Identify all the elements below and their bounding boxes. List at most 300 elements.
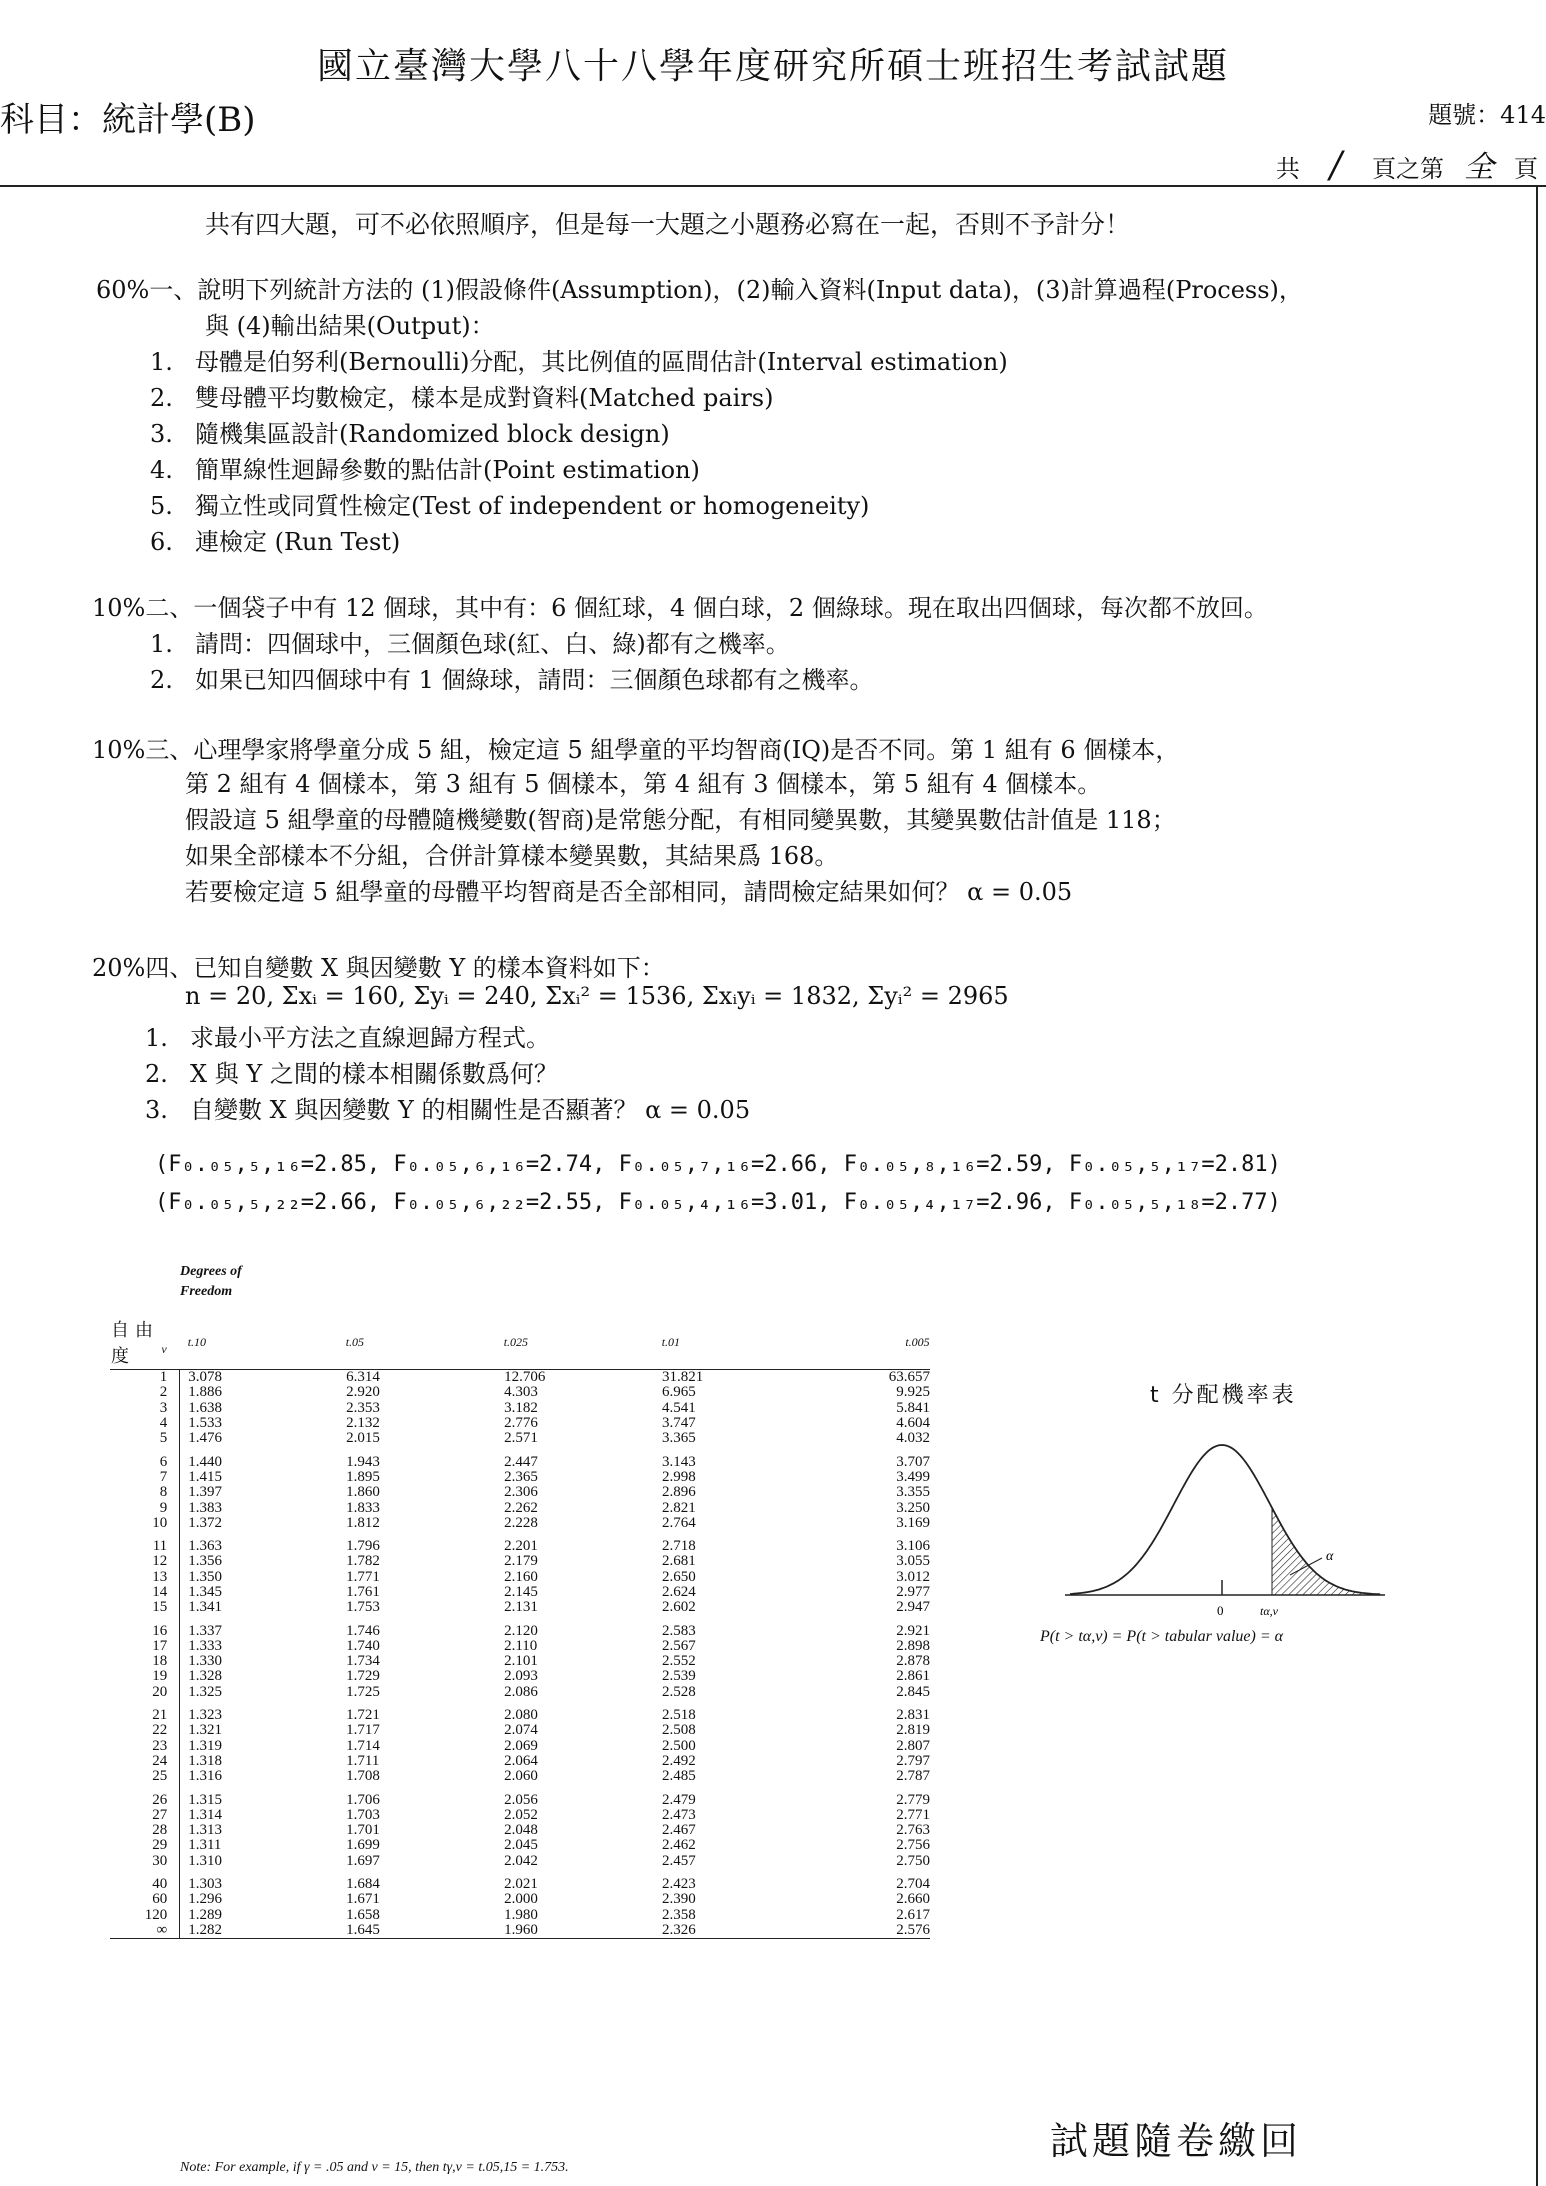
value-cell: 1.363 [188,1538,222,1555]
value-cell: 4.604 [896,1415,930,1432]
value-cell: 1.310 [188,1852,222,1869]
value-cell: 3.365 [662,1430,696,1447]
value-cell: 1.734 [346,1653,380,1670]
value-cell: 1.311 [188,1837,222,1854]
table-row [110,1808,930,1823]
value-cell: 2.797 [896,1752,930,1769]
q4-item-2-number: 2. [145,1060,168,1088]
table-row [110,1854,930,1869]
pages-current: 全 [1464,150,1494,185]
value-cell: 1.372 [188,1514,222,1531]
value-cell: 31.821 [662,1369,704,1386]
dof-cell: 22 [110,1723,180,1738]
value-cell: 1.703 [346,1806,380,1823]
value-cell: 2.756 [896,1837,930,1854]
value-cell: 1.319 [188,1737,222,1754]
q3-line5: 若要檢定這 5 組學童的母體平均智商是否全部相同，請問檢定結果如何？ α = 0.05 [185,878,1073,906]
value-cell: 2.358 [662,1906,696,1923]
value-cell: 2.977 [896,1584,930,1600]
value-cell: 1.356 [188,1553,222,1570]
value-cell: 1.645 [338,1923,496,1939]
dof-cell: 1 [110,1370,180,1386]
table-row [110,1570,930,1585]
value-cell: 2.552 [662,1653,696,1670]
q1-item-4-text: 簡單線性迴歸參數的點估計(Point estimation) [195,456,700,484]
value-cell: 3.499 [896,1468,930,1485]
value-cell: 3.078 [188,1369,222,1386]
value-cell: 2.779 [896,1791,930,1808]
value-cell: 1.325 [188,1683,222,1700]
q3-line1: 10%三、心理學家將學童分成 5 組，檢定這 5 組學童的平均智商(IQ)是否不同。第 1 組有 6 個樣本， [92,736,1180,764]
dof-cell: 3 [110,1401,180,1416]
value-cell: 2.831 [896,1707,930,1724]
table-row [110,1370,930,1386]
value-cell: 1.296 [188,1891,222,1908]
dof-cell: 19 [110,1669,180,1684]
value-cell: 12.706 [504,1369,546,1386]
f-values-line1: (F₀.₀₅,₅,₁₆=2.85, F₀.₀₅,₆,₁₆=2.74, F₀.₀₅,₇,₁₆=2.66, F₀.₀₅,₈,₁₆=2.59, F₀.₀₅,₅,₁₇=2.81) [155,1152,1281,1177]
q1-item-1-text: 母體是伯努利(Bernoulli)分配，其比例值的區間估計(Interval estimation) [195,348,1008,376]
q1-item-1-number: 1. [150,348,173,376]
value-cell: 1.721 [346,1707,380,1724]
value-cell: 2.602 [662,1599,696,1616]
q1-item-3-text: 隨機集區設計(Randomized block design) [195,420,670,448]
t-table-header [110,1315,930,1370]
value-cell: 1.323 [188,1707,222,1724]
value-cell: 2.896 [662,1484,696,1501]
value-cell: 2.567 [662,1637,696,1654]
value-cell: 2.048 [504,1822,538,1839]
value-cell: 2.750 [896,1852,930,1869]
value-cell: 4.032 [896,1430,930,1447]
dof-cell: 60 [110,1892,180,1907]
q3-line4: 如果全部樣本不分組，合併計算樣本變異數，其結果爲 168。 [185,842,839,870]
page-count [1276,142,1538,186]
q1-item-4-number: 4. [150,456,173,484]
value-cell: 2.508 [662,1722,696,1739]
table-row [110,1823,930,1838]
value-cell: 2.771 [896,1806,930,1823]
value-cell: 1.328 [188,1668,222,1685]
value-cell: 1.415 [188,1468,222,1485]
dof-cell: 27 [110,1808,180,1823]
value-cell: 2.093 [504,1668,538,1685]
value-cell: 2.326 [654,1923,812,1939]
value-cell: 2.920 [346,1384,380,1401]
subject-label: 科目：統計學(B) [0,100,256,140]
q1-item-2 [150,378,773,413]
q1-line1: 60%一、說明下列統計方法的 (1)假設條件(Assumption)，(2)輸入資料(Input data)，(3)計算過程(Process)， [96,276,1303,304]
dof-cell: 8 [110,1485,180,1500]
table-row [110,1654,930,1669]
table-row [110,1401,930,1416]
t-dist-title: t 分配機率表 [1150,1383,1297,1408]
q1-item-3-number: 3. [150,420,173,448]
value-cell: 2.145 [504,1584,538,1600]
t-dist-caption: P(t > tα,ν) = P(t > tabular value) = α [1040,1628,1284,1645]
table-row [110,1908,930,1923]
value-cell: 2.947 [896,1599,930,1616]
nu-label: ν [161,1342,167,1356]
dof-cell: 2 [110,1385,180,1400]
table-row [110,1923,930,1939]
q4-item-2-text: X 與 Y 之間的樣本相關係數爲何？ [190,1060,558,1088]
value-cell: 1.886 [188,1384,222,1401]
value-cell: 1.345 [188,1584,222,1600]
value-cell: 2.539 [662,1668,696,1685]
table-row [110,1485,930,1500]
table-row [110,1516,930,1531]
value-cell: 2.500 [662,1737,696,1754]
dof-label-en: Degrees of Freedom [180,1264,242,1299]
value-cell: 2.120 [504,1622,538,1639]
value-cell: 1.337 [188,1622,222,1639]
value-cell: 2.787 [896,1768,930,1785]
table-row [110,1431,930,1446]
value-cell: 63.657 [888,1369,930,1386]
q4-item-1-number: 1. [145,1024,168,1052]
value-cell: 1.796 [346,1538,380,1555]
value-cell: 1.740 [346,1637,380,1654]
value-cell: 1.350 [188,1568,222,1585]
value-cell: 1.782 [346,1553,380,1570]
dof-cell: 13 [110,1570,180,1585]
value-cell: 2.624 [662,1584,696,1600]
table-row [110,1784,930,1807]
q4-item-1 [145,1018,550,1053]
table-row [110,1639,930,1654]
value-cell: 2.042 [504,1852,538,1869]
value-cell: 3.106 [896,1538,930,1555]
dof-cell: 40 [110,1869,180,1892]
q1-item-6 [150,522,400,557]
value-cell: 2.110 [504,1637,538,1654]
value-cell: 1.684 [346,1876,380,1893]
value-cell: 2.074 [504,1722,538,1739]
value-cell: 3.707 [896,1453,930,1470]
value-cell: 1.321 [188,1722,222,1739]
value-cell: 3.355 [896,1484,930,1501]
value-cell: 1.333 [188,1637,222,1654]
q1-item-1 [150,342,1008,377]
value-cell: 9.925 [896,1384,930,1401]
q2-item-1 [150,624,790,659]
table-row [110,1838,930,1853]
q4-item-3-text: 自變數 X 與因變數 Y 的相關性是否顯著？ α = 0.05 [190,1096,751,1124]
table-row [110,1892,930,1907]
pages-end: 頁 [1514,155,1538,183]
value-cell: 1.658 [346,1906,380,1923]
q4-item-3 [145,1090,750,1125]
value-cell: 1.282 [180,1923,338,1939]
table-row [110,1385,930,1400]
table-row [110,1554,930,1569]
value-cell: 2.201 [504,1538,538,1555]
q2-line1: 10%二、一個袋子中有 12 個球，其中有：6 個紅球，4 個白球，2 個綠球。現在取出四個球，每次都不放回。 [92,594,1268,622]
value-cell: 1.440 [188,1453,222,1470]
value-cell: 2.423 [662,1876,696,1893]
value-cell: 2.583 [662,1622,696,1639]
value-cell: 2.479 [662,1791,696,1808]
value-cell: 1.318 [188,1752,222,1769]
value-cell: 2.704 [896,1876,930,1893]
table-note: Note: For example, if γ = .05 and ν = 15, then tγ,ν = t.05,15 = 1.753. [180,2160,569,2175]
q1-item-2-text: 雙母體平均數檢定，樣本是成對資料(Matched pairs) [195,384,774,412]
dof-cell: 11 [110,1531,180,1554]
dof-cell: 26 [110,1784,180,1807]
value-cell: 3.055 [896,1553,930,1570]
value-cell: 1.476 [188,1430,222,1447]
t-critical-label: tα,ν [1260,1604,1278,1618]
value-cell: 2.492 [662,1752,696,1769]
dof-cell: 18 [110,1654,180,1669]
value-cell: 3.250 [896,1499,930,1516]
value-cell: 1.330 [188,1653,222,1670]
value-cell: 4.303 [504,1384,538,1401]
value-cell: 1.701 [346,1822,380,1839]
table-row [110,1685,930,1700]
value-cell: 2.015 [346,1430,380,1447]
value-cell: 2.821 [662,1499,696,1516]
question-number: 題號：414 [1428,101,1546,129]
table-row [110,1600,930,1615]
dof-cell: 14 [110,1585,180,1600]
table-row [110,1739,930,1754]
value-cell: 2.878 [896,1653,930,1670]
q4-item-2 [145,1054,558,1089]
dof-cell: 17 [110,1639,180,1654]
value-cell: 1.316 [188,1768,222,1785]
dof-cell: 5 [110,1431,180,1446]
value-cell: 1.714 [346,1737,380,1754]
value-cell: 6.314 [346,1369,380,1386]
value-cell: 3.747 [662,1415,696,1432]
value-cell: 1.711 [346,1752,380,1769]
value-cell: 1.895 [346,1468,380,1485]
dof-cell: 29 [110,1838,180,1853]
value-cell: 2.776 [504,1415,538,1432]
value-cell: 2.060 [504,1768,538,1785]
q4-item-1-text: 求最小平方法之直線迴歸方程式。 [190,1024,550,1052]
value-cell: 2.485 [662,1768,696,1785]
value-cell: 2.467 [662,1822,696,1839]
t-distribution-table [110,1315,930,1939]
value-cell: 1.717 [346,1722,380,1739]
f-values-line2: (F₀.₀₅,₅,₂₂=2.66, F₀.₀₅,₆,₂₂=2.55, F₀.₀₅,₄,₁₆=3.01, F₀.₀₅,₄,₁₇=2.96, F₀.₀₅,₅,₁₈=2.77) [155,1190,1281,1215]
q1-line2: 與 (4)輸出結果(Output)： [205,312,495,340]
dof-cell: 9 [110,1500,180,1515]
dof-cell: 25 [110,1769,180,1784]
value-cell: 2.160 [504,1568,538,1585]
value-cell: 2.718 [662,1538,696,1555]
table-row [110,1869,930,1892]
value-cell: 4.541 [662,1399,696,1416]
value-cell: 2.086 [504,1683,538,1700]
q1-item-5-text: 獨立性或同質性檢定(Test of independent or homogeneity) [195,492,870,520]
value-cell: 2.807 [896,1737,930,1754]
q4-item-3-number: 3. [145,1096,168,1124]
value-cell: 2.650 [662,1568,696,1585]
value-cell: 1.812 [346,1514,380,1531]
q2-item-1-number: 1. [150,630,173,658]
value-cell: 2.365 [504,1468,538,1485]
value-cell: 2.518 [662,1707,696,1724]
t-distribution-curve [1060,1420,1390,1620]
pages-total-label: 共 [1275,155,1300,183]
value-cell: 2.052 [504,1806,538,1823]
value-cell: 2.819 [896,1722,930,1739]
value-cell: 1.383 [188,1499,222,1516]
value-cell: 2.101 [504,1653,538,1670]
table-row [110,1700,930,1723]
value-cell: 1.860 [346,1484,380,1501]
q1-item-5-number: 5. [150,492,173,520]
dof-cell: 10 [110,1516,180,1531]
q3-line2: 第 2 組有 4 個樣本，第 3 組有 5 個樣本，第 4 組有 3 個樣本，第 5 組有 4 個樣本。 [185,770,1102,798]
value-cell: 2.462 [662,1837,696,1854]
value-cell: 2.447 [504,1453,538,1470]
dof-cell: 6 [110,1446,180,1469]
value-cell: 5.841 [896,1399,930,1416]
q1-item-6-number: 6. [150,528,173,556]
instructions: 共有四大題，可不必依照順序，但是每一大題之小題務必寫在一起，否則不予計分！ [205,210,1131,239]
value-cell: 2.021 [504,1876,538,1893]
value-cell: 1.708 [346,1768,380,1785]
col-header-1: t.10 [187,1334,207,1349]
q2-item-2-text: 如果已知四個球中有 1 個綠球，請問：三個顏色球都有之機率。 [195,666,874,694]
dof-cell: 4 [110,1416,180,1431]
value-cell: 1.943 [346,1453,380,1470]
value-cell: 2.660 [896,1891,930,1908]
table-row [110,1416,930,1431]
value-cell: 1.725 [346,1683,380,1700]
value-cell: 2.617 [896,1906,930,1923]
t-table [110,1315,930,1939]
pages-mid: 頁之第 [1372,155,1444,183]
value-cell: 2.228 [504,1514,538,1531]
dof-label-cn: 自由度 [111,1320,159,1367]
q4-line1: 20%四、已知自變數 X 與因變數 Y 的樣本資料如下： [92,954,665,982]
value-cell: 1.397 [188,1484,222,1501]
q4-sums: n = 20, Σxᵢ = 160, Σyᵢ = 240, Σxᵢ² = 1536, Σxᵢyᵢ = 1832, Σyᵢ² = 2965 [185,982,1009,1010]
value-cell: 2.056 [504,1791,538,1808]
value-cell: 1.833 [346,1499,380,1516]
value-cell: 2.861 [896,1668,930,1685]
value-cell: 1.753 [346,1599,380,1616]
dof-cell: 24 [110,1754,180,1769]
dof-cell: 16 [110,1615,180,1638]
value-cell: 1.761 [346,1584,380,1600]
q2-item-1-text: 請問：四個球中，三個顏色球(紅、白、綠)都有之機率。 [195,630,790,658]
value-cell: 2.262 [504,1499,538,1516]
value-cell: 2.353 [346,1399,380,1416]
table-row [110,1500,930,1515]
value-cell: 2.132 [346,1415,380,1432]
value-cell: 2.898 [896,1637,930,1654]
table-row [110,1754,930,1769]
value-cell: 2.845 [896,1683,930,1700]
value-cell: 3.182 [504,1399,538,1416]
value-cell: 1.771 [346,1568,380,1585]
value-cell: 2.306 [504,1484,538,1501]
value-cell: 1.671 [346,1891,380,1908]
value-cell: 1.533 [188,1415,222,1432]
value-cell: 1.303 [188,1876,222,1893]
q2-item-2 [150,660,874,695]
value-cell: 2.080 [504,1707,538,1724]
col-header-5: t.005 [905,1334,930,1349]
value-cell: 3.143 [662,1453,696,1470]
q1-item-2-number: 2. [150,384,173,412]
value-cell: 1.638 [188,1399,222,1416]
value-cell: 2.998 [662,1468,696,1485]
value-cell: 1.289 [188,1906,222,1923]
value-cell: 2.000 [504,1891,538,1908]
value-cell: 3.169 [896,1514,930,1531]
value-cell: 3.012 [896,1568,930,1585]
pages-total: / [1329,145,1342,186]
table-row [110,1446,930,1469]
value-cell: 1.315 [188,1791,222,1808]
value-cell: 2.921 [896,1622,930,1639]
return-stamp: 試題隨卷繳回 [1050,2119,1303,2163]
page-frame-right [1536,185,1538,2186]
q1-item-3 [150,414,670,449]
value-cell: 2.528 [662,1683,696,1700]
table-row [110,1723,930,1738]
value-cell: 1.746 [346,1622,380,1639]
column-headers [180,1315,930,1370]
value-cell: 1.980 [504,1906,538,1923]
table-row [110,1669,930,1684]
q2-item-2-number: 2. [150,666,173,694]
dof-cell: 21 [110,1700,180,1723]
value-cell: 2.571 [504,1430,538,1447]
table-row [110,1615,930,1638]
value-cell: 6.965 [662,1384,696,1401]
value-cell: 2.069 [504,1737,538,1754]
value-cell: 2.763 [896,1822,930,1839]
value-cell: 1.341 [188,1599,222,1616]
zero-label: 0 [1217,1603,1224,1618]
value-cell: 1.960 [496,1923,654,1939]
value-cell: 2.179 [504,1553,538,1570]
header-divider [0,185,1546,187]
value-cell: 1.313 [188,1822,222,1839]
dof-cell: 30 [110,1854,180,1869]
value-cell: 2.681 [662,1553,696,1570]
table-row [110,1769,930,1784]
table-row [110,1531,930,1554]
q1-item-5 [150,486,869,521]
col-header-2: t.05 [345,1334,365,1349]
dof-cell: 120 [110,1908,180,1923]
dof-cell: 12 [110,1554,180,1569]
value-cell: 1.314 [188,1806,222,1823]
value-cell: 2.764 [662,1514,696,1531]
col-header-4: t.01 [661,1334,681,1349]
value-cell: 2.045 [504,1837,538,1854]
dof-cell: 23 [110,1739,180,1754]
value-cell: 2.390 [662,1891,696,1908]
value-cell: 2.473 [662,1806,696,1823]
dof-cell: 7 [110,1470,180,1485]
value-cell: 2.457 [662,1852,696,1869]
alpha-label: α [1326,1549,1334,1564]
table-row [110,1585,930,1600]
value-cell: 1.706 [346,1791,380,1808]
value-cell: 1.699 [346,1837,380,1854]
